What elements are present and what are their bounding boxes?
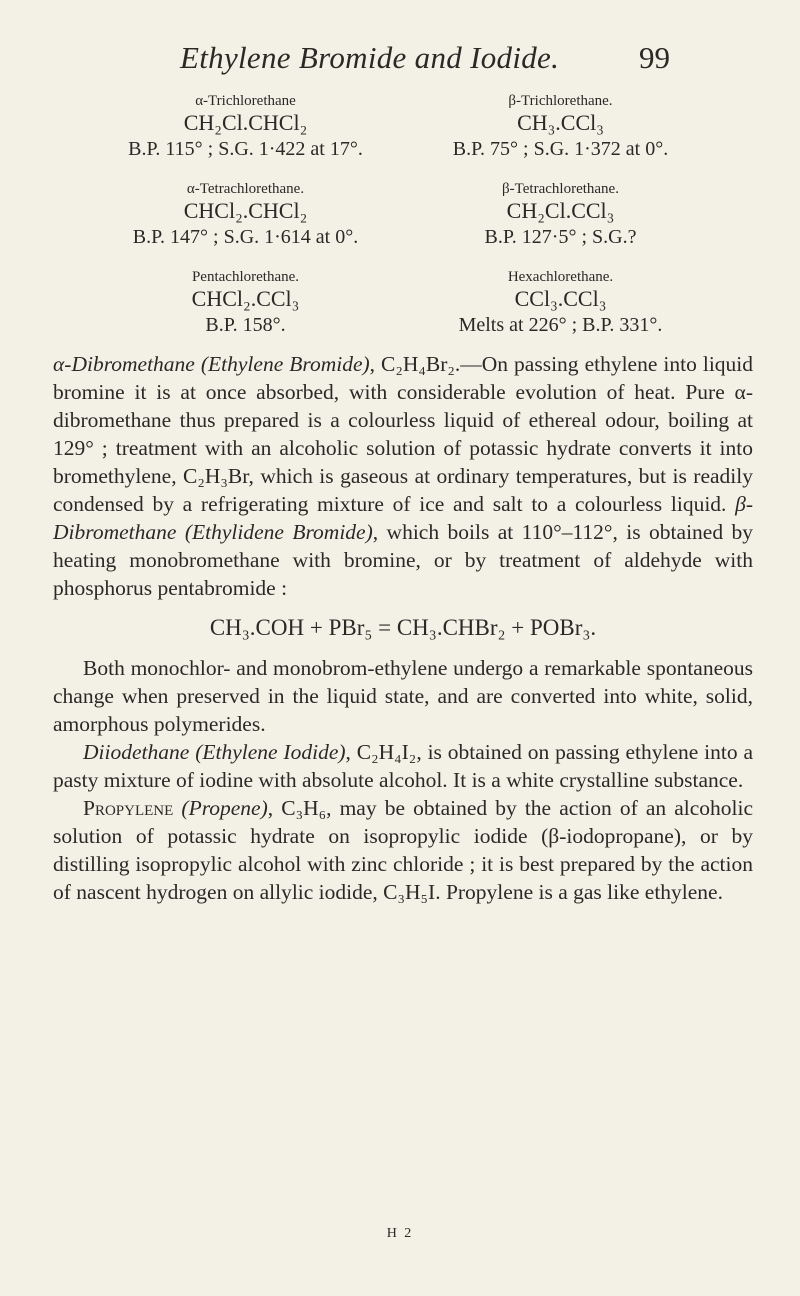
compound-properties: B.P. 127·5° ; S.G.?: [484, 226, 637, 248]
formula-ethylene-bromide: C₂H₄Br₂: [381, 352, 455, 376]
compound-name: Hexachlorethane.: [507, 269, 614, 285]
formula-propylene: , C₃H₆: [267, 796, 327, 820]
body-text: [53, 350, 753, 906]
compound-name: α-Tetrachlorethane.: [186, 181, 305, 197]
paragraph-polymerides: Both monochlor- and monobrom-ethylene undergo a remarkable spontaneous change when preserved in the liquid state, and are converted into white, solid, amorphous polymerides.: [53, 656, 753, 736]
term-ethylidene-bromide: (Ethylidene Bromide): [184, 520, 373, 544]
compound-formula: CH₃.CCl₃: [517, 110, 604, 135]
chemical-equation: CH₃.COH + PBr₅ = CH₃.CHBr₂ + POBr₃.: [209, 615, 597, 640]
term-propylene: Propylene: [83, 796, 174, 820]
paragraph-text: , is obtained on passing ethylene into a pasty mixture of iodine with absolute alcohol. It is a white crystalline substance.: [53, 740, 754, 792]
compound-name: β-Trichlorethane.: [508, 93, 613, 109]
compound-name: Pentachlorethane.: [191, 269, 300, 285]
paragraph-text: , which boils at 110°–112°, is obtained by heating monobromethane with bromine, or by treatment of aldehyde with phosphorus pentabromide :: [53, 520, 753, 600]
term-diiodethane: Diiodethane: [83, 740, 190, 764]
compound-entry: [403, 268, 718, 338]
compound-name: α-Trichlorethane: [195, 93, 296, 109]
compound-entry: [403, 92, 718, 162]
paragraph-text: , may be obtained by the action of an alcoholic solution of potassic hydrate on isopropylic iodide (β-iodopropane), or by distilling isopropylic alcohol with zinc chloride ; it is best prepared by the action of nascent hydrogen on allylic iodide, C₃H₅I. Propylene is a gas like ethylene.: [53, 796, 754, 904]
term-ethylene-bromide: (Ethylene Bromide): [200, 352, 370, 376]
compound-properties: Melts at 226° ; B.P. 331°.: [458, 314, 663, 336]
compound-entry: [88, 92, 403, 162]
paragraph-propylene: [53, 794, 753, 906]
compound-formula: CH₂Cl.CHCl₂: [183, 110, 308, 135]
paragraph-text: .—On passing ethylene into liquid bromine it is at once absorbed, with considerable evolution of heat. Pure α-dibromethane thus prepared is a colourless liquid of ethereal odour, boiling at 129° ; treatment with an alcoholic solution of potassic hydrate converts it into bromethylene, C₂H₃Br, which is gaseous at ordinary temperatures, but is readily condensed by a refrigerating mixture of ice and salt to a colourless liquid.: [53, 352, 754, 516]
compound-properties: B.P. 147° ; S.G. 1·614 at 0°.: [132, 226, 359, 248]
compound-name: β-Tetrachlorethane.: [502, 181, 619, 197]
term-alpha-dibromethane: α-Dibromethane: [53, 352, 195, 376]
compound-formula: CCl₃.CCl₃: [514, 286, 607, 311]
compound-properties: B.P. 158°.: [205, 314, 286, 336]
compound-entry: [403, 180, 718, 250]
page-number: 99: [639, 40, 670, 75]
compound-properties: B.P. 115° ; S.G. 1·422 at 17°.: [128, 138, 363, 160]
term-propene: (Propene): [181, 796, 268, 820]
paragraph-diiodethane: [53, 738, 753, 794]
signature-mark: H 2: [386, 1226, 414, 1241]
compound-entry: [88, 180, 403, 250]
paragraph-dibromethane: α-Dibromethane (Ethylene Bromide), C₂H₄Br₂.—On passing ethylene into liquid bromine it is at once absorbed, with considerable evolution of heat. Pure α-dibromethane thus prepared is a colourless liquid of ethereal odour, boiling at 129° ; treatment with an alcoholic solution of potassic hydrate converts it into bromethylene, C₂H₃Br, which is gaseous at ordinary temperatures, but is readily condensed by a refrigerating mixture of ice and salt to a colourless liquid. β-Dibromethane (Ethylidene Bromide), which boils at 110°–112°, is obtained by heating monobromethane with bromine, or by treatment of aldehyde with phosphorus pentabromide :: [53, 352, 754, 600]
compound-formula: CHCl₂.CCl₃: [191, 286, 300, 311]
compound-table: [88, 92, 718, 338]
term-beta-dibromethane: β-Dibromethane: [53, 492, 753, 544]
running-title: Ethylene Bromide and Iodide.: [180, 40, 560, 75]
compound-formula: CHCl₂.CHCl₂: [183, 198, 308, 223]
page-header: [110, 40, 670, 86]
term-ethylene-iodide: (Ethylene Iodide): [195, 740, 346, 764]
compound-properties: B.P. 75° ; S.G. 1·372 at 0°.: [452, 138, 669, 160]
compound-formula: CH₂Cl.CCl₃: [506, 198, 615, 223]
compound-entry: [88, 268, 403, 338]
formula-ethylene-iodide: , C₂H₄I₂: [345, 740, 417, 764]
